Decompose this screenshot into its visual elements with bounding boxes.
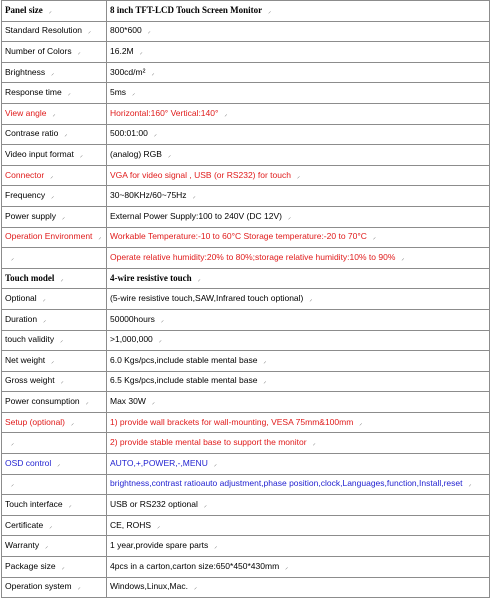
spec-label-cell [2,289,107,310]
spec-row [2,454,490,475]
cell-end-marker-icon: ⸝ [151,400,155,407]
spec-value: USB or RS232 optional [110,499,198,510]
spec-row [2,227,490,248]
cell-end-marker-icon: ⸝ [287,214,291,221]
spec-label: Certificate [5,519,44,530]
cell-end-marker-icon: ⸝ [203,503,207,510]
cell-end-marker-icon: ⸝ [312,441,316,448]
spec-value-cell [107,289,490,310]
cell-end-marker-icon: ⸝ [263,358,267,365]
cell-end-marker-icon: ⸝ [167,152,171,159]
cell-end-marker-icon: ⸝ [42,297,46,304]
spec-row [2,495,490,516]
spec-label-cell [2,21,107,42]
spec-label-cell [2,474,107,495]
cell-end-marker-icon: ⸝ [11,482,15,489]
spec-row [2,103,490,124]
spec-label: Video input format [5,148,74,159]
spec-label: Setup (optional) [5,416,66,427]
spec-value-cell [107,474,490,495]
spec-value-cell [107,206,490,227]
spec-value: (5-wire resistive touch,SAW,Infrared touch optional) [110,293,304,304]
spec-value: AUTO,+,POWER,-,MENU [110,457,208,468]
spec-label-cell [2,145,107,166]
spec-value-cell [107,454,490,475]
spec-label: Gross weight [5,375,55,386]
spec-row [2,412,490,433]
cell-end-marker-icon: ⸝ [50,173,54,180]
spec-row [2,248,490,269]
spec-row [2,124,490,145]
spec-label: Panel size [5,4,43,15]
spec-value-cell [107,83,490,104]
spec-label: Frequency [5,190,46,201]
spec-value-cell [107,124,490,145]
spec-row [2,1,490,22]
spec-value-cell [107,21,490,42]
spec-row [2,62,490,83]
spec-value-cell [107,268,490,289]
spec-label: Package size [5,560,56,571]
spec-label: touch validity [5,334,55,345]
spec-value: (analog) RGB [110,148,162,159]
spec-value-cell [107,103,490,124]
spec-label-cell [2,392,107,413]
specification-table-body [2,1,490,598]
spec-value: 16.2M [110,45,134,56]
cell-end-marker-icon: ⸝ [139,49,143,56]
spec-value: Max 30W [110,396,146,407]
spec-label-cell [2,433,107,454]
spec-value: External Power Supply:100 to 240V (DC 12V) [110,210,282,221]
spec-row [2,433,490,454]
spec-label: Operation system [5,581,72,592]
cell-end-marker-icon: ⸝ [77,585,81,592]
spec-label-cell [2,206,107,227]
cell-end-marker-icon: ⸝ [48,8,52,15]
cell-end-marker-icon: ⸝ [57,461,61,468]
cell-end-marker-icon: ⸝ [60,379,64,386]
spec-label-cell [2,1,107,22]
spec-label: Power consumption [5,396,80,407]
cell-end-marker-icon: ⸝ [296,173,300,180]
spec-value-cell [107,495,490,516]
spec-label: Power supply [5,210,57,221]
cell-end-marker-icon: ⸝ [193,585,197,592]
spec-label-cell [2,495,107,516]
spec-value-cell [107,42,490,63]
spec-label: Brightness [5,66,46,77]
spec-value: Windows,Linux,Mac. [110,581,188,592]
spec-row [2,515,490,536]
spec-label-cell [2,227,107,248]
spec-label-cell [2,103,107,124]
cell-end-marker-icon: ⸝ [67,91,71,98]
spec-value-cell [107,145,490,166]
spec-value: 6.5 Kgs/pcs,include stable mental base [110,375,258,386]
spec-label: Duration [5,313,38,324]
cell-end-marker-icon: ⸝ [62,214,66,221]
spec-value-cell [107,186,490,207]
cell-end-marker-icon: ⸝ [359,420,363,427]
cell-end-marker-icon: ⸝ [309,297,313,304]
spec-row [2,351,490,372]
cell-end-marker-icon: ⸝ [11,255,15,262]
spec-label-cell [2,412,107,433]
cell-end-marker-icon: ⸝ [158,338,162,345]
spec-value-cell [107,577,490,598]
spec-label-cell [2,351,107,372]
spec-value-cell [107,412,490,433]
cell-end-marker-icon: ⸝ [79,152,83,159]
spec-row [2,42,490,63]
spec-label-cell [2,62,107,83]
cell-end-marker-icon: ⸝ [192,194,196,201]
cell-end-marker-icon: ⸝ [51,194,55,201]
spec-value-cell [107,62,490,83]
spec-value-cell [107,227,490,248]
spec-value-cell [107,165,490,186]
cell-end-marker-icon: ⸝ [151,70,155,77]
spec-label-cell [2,42,107,63]
spec-value: 6.0 Kgs/pcs,include stable mental base [110,354,258,365]
spec-row [2,289,490,310]
spec-value: 30~80KHz/60~75Hz [110,190,187,201]
spec-row [2,330,490,351]
spec-row [2,392,490,413]
spec-row [2,21,490,42]
spec-row [2,309,490,330]
spec-label: Connector [5,169,45,180]
spec-row [2,83,490,104]
cell-end-marker-icon: ⸝ [71,420,75,427]
cell-end-marker-icon: ⸝ [52,111,56,118]
spec-label: Optional [5,293,37,304]
spec-label-cell [2,309,107,330]
cell-end-marker-icon: ⸝ [98,235,102,242]
cell-end-marker-icon: ⸝ [68,503,72,510]
cell-end-marker-icon: ⸝ [160,317,164,324]
spec-value: Workable Temperature:-10 to 60°C Storage temperature:-20 to 70°C [110,231,367,242]
cell-end-marker-icon: ⸝ [285,564,289,571]
cell-end-marker-icon: ⸝ [153,132,157,139]
spec-row [2,165,490,186]
spec-value: 50000hours [110,313,155,324]
spec-value: 500:01:00 [110,128,148,139]
spec-label: Warranty [5,540,40,551]
spec-value-cell [107,309,490,330]
spec-label: Net weight [5,354,46,365]
spec-label-cell [2,330,107,351]
spec-label: Contrase ratio [5,128,59,139]
spec-row [2,268,490,289]
cell-end-marker-icon: ⸝ [132,91,136,98]
spec-value-cell [107,351,490,372]
cell-end-marker-icon: ⸝ [214,544,218,551]
cell-end-marker-icon: ⸝ [157,523,161,530]
spec-label-cell [2,536,107,557]
cell-end-marker-icon: ⸝ [197,276,201,283]
spec-label: Number of Colors [5,45,72,56]
cell-end-marker-icon: ⸝ [147,29,151,36]
spec-value: 1 year,provide spare parts [110,540,209,551]
spec-label-cell [2,83,107,104]
spec-label-cell [2,248,107,269]
spec-value-cell [107,371,490,392]
cell-end-marker-icon: ⸝ [49,523,53,530]
spec-value: 1) provide wall brackets for wall-mounting, VESA 75mm&100mm [110,416,354,427]
spec-row [2,536,490,557]
cell-end-marker-icon: ⸝ [60,276,64,283]
cell-end-marker-icon: ⸝ [401,255,405,262]
spec-label-cell [2,577,107,598]
spec-row [2,186,490,207]
spec-value: 4pcs in a carton,carton size:650*450*430mm [110,560,280,571]
cell-end-marker-icon: ⸝ [77,49,81,56]
specification-table [1,0,490,598]
spec-label-cell [2,124,107,145]
cell-end-marker-icon: ⸝ [11,441,15,448]
cell-end-marker-icon: ⸝ [60,338,64,345]
spec-label: Standard Resolution [5,25,83,36]
spec-value: Operate relative humidity:20% to 80%;storage relative humidity:10% to 90% [110,251,396,262]
spec-label-cell [2,371,107,392]
spec-value: 4-wire resistive touch [110,272,192,283]
spec-value-cell [107,330,490,351]
spec-value-cell [107,536,490,557]
cell-end-marker-icon: ⸝ [268,8,272,15]
spec-value: 8 inch TFT-LCD Touch Screen Monitor [110,4,263,15]
cell-end-marker-icon: ⸝ [51,70,55,77]
cell-end-marker-icon: ⸝ [85,400,89,407]
spec-value: CE, ROHS [110,519,152,530]
spec-value-cell [107,392,490,413]
cell-end-marker-icon: ⸝ [213,461,217,468]
spec-value: 5ms [110,87,127,98]
spec-value-cell [107,1,490,22]
spec-label: Touch interface [5,499,63,510]
spec-value: >1,000,000 [110,334,153,345]
spec-label-cell [2,186,107,207]
spec-value: brightness,contrast ratioauto adjustment,phase position,clock,Languages,function,Install,reset [110,478,463,489]
spec-value-cell [107,248,490,269]
cell-end-marker-icon: ⸝ [468,482,472,489]
spec-row [2,145,490,166]
spec-label: View angle [5,107,47,118]
cell-end-marker-icon: ⸝ [64,132,68,139]
cell-end-marker-icon: ⸝ [224,111,228,118]
spec-value: 800*600 [110,25,142,36]
spec-row [2,371,490,392]
spec-label: Response time [5,87,62,98]
spec-value-cell [107,433,490,454]
spec-label-cell [2,268,107,289]
spec-value: VGA for video signal , USB (or RS232) for touch [110,169,291,180]
spec-label: OSD control [5,457,52,468]
cell-end-marker-icon: ⸝ [263,379,267,386]
spec-value: 2) provide stable mental base to support the monitor [110,437,307,448]
cell-end-marker-icon: ⸝ [61,564,65,571]
spec-value: Horizontal:160° Vertical:140° [110,107,219,118]
cell-end-marker-icon: ⸝ [88,29,92,36]
cell-end-marker-icon: ⸝ [51,358,55,365]
spec-label-cell [2,454,107,475]
spec-value: 300cd/m² [110,66,146,77]
spec-label-cell [2,515,107,536]
spec-row [2,577,490,598]
spec-row [2,474,490,495]
spec-label: Touch model [5,272,55,283]
spec-row [2,206,490,227]
spec-label: Operation Environment [5,231,93,242]
spec-label-cell [2,165,107,186]
cell-end-marker-icon: ⸝ [372,235,376,242]
spec-value-cell [107,515,490,536]
cell-end-marker-icon: ⸝ [43,317,47,324]
cell-end-marker-icon: ⸝ [45,544,49,551]
